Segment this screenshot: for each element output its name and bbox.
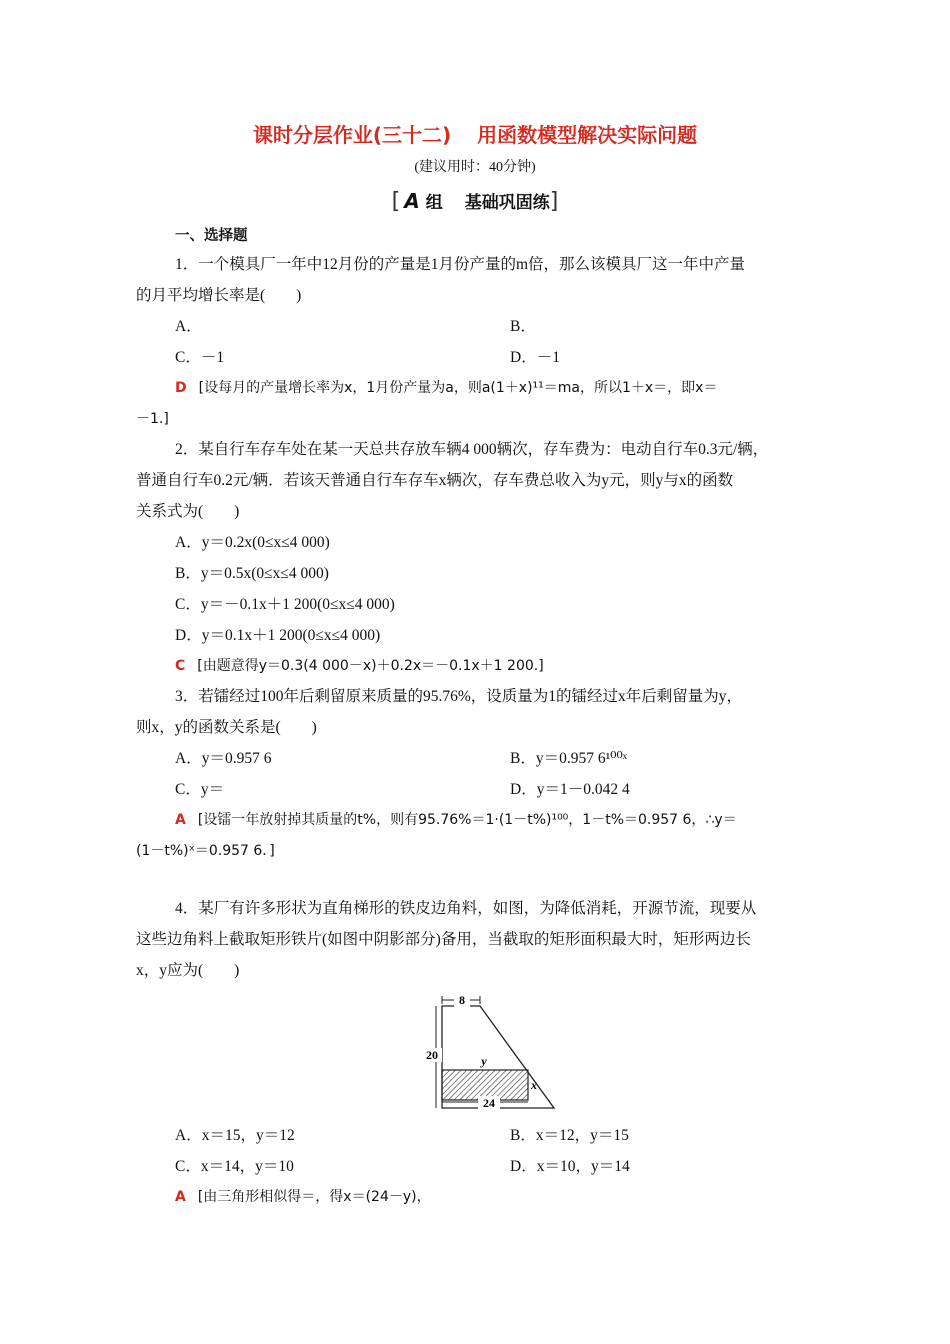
q2-solution-line1: [由题意得y＝0.3(4 000－x)＋0.2x＝－0.1x＋1 200.] [197,658,544,674]
title-main: 课时分层作业(三十二) [252,123,452,147]
group-word: 组 [425,193,443,213]
q3-option-d: D．y＝1－0.042 4 [510,781,630,798]
q2-answer: C [175,658,186,674]
q3-solution [175,810,737,830]
page-title [0,122,950,148]
label-top: 8 [459,993,465,1007]
q1-line2: 的月平均增长率是( ) [136,287,302,304]
q3-solution-line2: (1－t%)ˣ＝0.957 6．] [136,843,275,859]
bracket-left: [ [391,189,401,214]
q4-answer: A [175,1189,186,1205]
q4-solution [175,1187,431,1207]
q4-line2: 这些边角料上截取矩形铁片(如图中阴影部分)备用，当截取的矩形面积最大时，矩形两边长 [136,931,751,948]
group-letter: A [404,189,420,213]
q2-line3: 关系式为( ) [136,503,240,520]
q3-option-b: B．y＝0.957 6¹⁰⁰ˣ [510,750,628,767]
q3-solution-line1: [设镭一年放射掉其质量的t%，则有95.76%＝1·(1－t%)¹⁰⁰，1－t%＝0.957 6，∴y＝ [197,812,737,828]
q4-option-a: A．x＝15，y＝12 [175,1127,295,1144]
q2-option-c: C．y＝－0.1x＋1 200(0≤x≤4 000) [175,596,395,613]
label-y: y [481,1054,487,1068]
q4-line1: 4．某厂有许多形状为直角梯形的铁皮边角料，如图，为降低消耗，开源节流，现要从 [175,900,757,917]
q1-option-d: D．－1 [510,349,560,366]
q2-solution [175,656,544,676]
bracket-right: ] [549,189,559,214]
q4-solution-line1: [由三角形相似得＝，得x＝(24－y)， [197,1189,431,1205]
q4-line3: x，y应为( ) [136,962,240,979]
q2-line2: 普通自行车0.2元/辆．若该天普通自行车存车x辆次，存车费总收入为y元，则y与x的函数 [136,472,734,489]
q2-line1: 2．某自行车存车处在某一天总共存放车辆4 000辆次，存车费为：电动自行车0.3元/辆， [175,441,769,458]
group-name: 基础巩固练 [464,193,550,213]
q1-option-a: A． [175,318,202,335]
q1-solution-line2: －1.] [136,411,169,427]
q1-line1: 1．一个模具厂一年中12月份的产量是1月份产量的m倍，那么该模具厂这一年中产量 [175,256,746,273]
q4-option-c: C．x＝14，y＝10 [175,1158,294,1175]
suggested-time: (建议用时：40分钟) [414,160,536,175]
q2-option-b: B．y＝0.5x(0≤x≤4 000) [175,565,329,582]
q4-option-d: D．x＝10，y＝14 [510,1158,630,1175]
title-topic: 用函数模型解决实际问题 [477,123,698,147]
q1-answer: D [175,380,187,396]
trapezoid-figure [420,992,560,1116]
group-label [0,188,950,216]
q2-option-a: A．y＝0.2x(0≤x≤4 000) [175,534,330,551]
q1-solution [175,378,717,398]
q1-option-c: C．－1 [175,349,225,366]
label-left: 20 [426,1048,438,1062]
section-title: 一、选择题 [175,228,248,244]
q3-line1: 3．若镭经过100年后剩留原来质量的95.76%，设质量为1的镭经过x年后剩留量为y， [175,688,743,705]
q1-solution-line1: [设每月的产量增长率为x，1月份产量为a，则a(1＋x)¹¹＝ma，所以1＋x＝，即x＝ [198,380,718,396]
q1-option-b: B． [510,318,536,335]
label-x: x [531,1078,537,1092]
label-bottom: 24 [483,1096,495,1110]
q3-option-c: C．y＝ [175,781,225,798]
q3-option-a: A．y＝0.957 6 [175,750,272,767]
q3-answer: A [175,812,186,828]
q4-option-b: B．x＝12，y＝15 [510,1127,629,1144]
q3-line2: 则x，y的函数关系是( ) [136,719,317,736]
q2-option-d: D．y＝0.1x＋1 200(0≤x≤4 000) [175,627,381,644]
